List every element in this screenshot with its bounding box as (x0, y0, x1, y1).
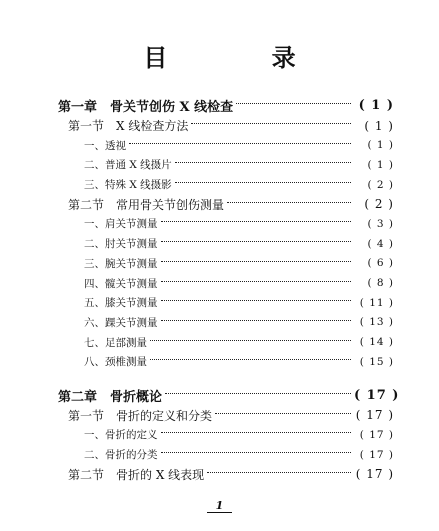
dot-leader (215, 413, 351, 414)
toc-section[interactable] (58, 405, 394, 425)
toc-page-ref: ( 8 ) (367, 277, 394, 290)
toc-page-ref: ( 17 ) (354, 387, 400, 403)
toc-item-title: 二、普通 X 线摄片 (84, 159, 172, 172)
toc-item-title: 一、透视 (84, 139, 126, 152)
dot-leader (150, 359, 351, 360)
page-title: 目 录 (143, 44, 344, 72)
dot-leader (150, 340, 351, 341)
toc-page-ref: ( 6 ) (367, 257, 394, 270)
toc-item[interactable] (58, 352, 394, 372)
dot-leader (227, 202, 351, 203)
toc-item[interactable] (58, 273, 394, 293)
toc-item-title: 一、肩关节测量 (84, 218, 158, 231)
toc-section[interactable] (58, 116, 394, 136)
toc-page-ref: ( 11 ) (359, 296, 394, 309)
toc-item-title: 五、膝关节测量 (84, 297, 158, 310)
dot-leader (175, 182, 351, 183)
toc-page-ref: ( 4 ) (367, 237, 394, 250)
toc-chapter[interactable] (58, 96, 394, 116)
dot-leader (129, 143, 351, 144)
toc-item-title: 八、颈椎测量 (84, 356, 147, 369)
toc-page-ref: ( 17 ) (359, 448, 394, 461)
toc-page-ref: ( 1 ) (358, 98, 394, 114)
toc-item[interactable] (58, 234, 394, 254)
toc-item[interactable] (58, 155, 394, 175)
toc-item-title: 六、踝关节测量 (84, 316, 158, 329)
dot-leader (161, 241, 352, 242)
page-number (0, 499, 439, 513)
toc-page-ref: ( 1 ) (367, 139, 394, 152)
toc-section[interactable] (58, 464, 394, 484)
toc-chapter[interactable] (58, 386, 400, 406)
toc-item[interactable] (58, 135, 394, 155)
toc-section-title: 第一节 骨折的定义和分类 (68, 408, 213, 423)
chapter-gap (58, 372, 394, 386)
dot-leader (165, 393, 351, 394)
dot-leader (236, 103, 351, 104)
toc-chapter-title: 第二章 骨折概论 (58, 389, 163, 405)
dot-leader (161, 281, 352, 282)
page-number-text: 1 (207, 500, 233, 513)
toc-item[interactable] (58, 445, 394, 465)
table-of-contents (58, 96, 400, 484)
toc-page-ref: ( 13 ) (359, 316, 394, 329)
dot-leader (175, 162, 351, 163)
toc-item-title: 四、髋关节测量 (84, 277, 158, 290)
toc-page-ref: ( 3 ) (367, 217, 394, 230)
toc-item[interactable] (58, 425, 394, 445)
toc-section-title: 第二节 常用骨关节创伤测量 (68, 197, 225, 212)
toc-item[interactable] (58, 293, 394, 313)
dot-leader (161, 261, 352, 262)
toc-page-ref: ( 15 ) (359, 355, 394, 368)
dot-leader (207, 472, 351, 473)
toc-section-title: 第二节 骨折的 X 线表现 (68, 467, 205, 482)
toc-item[interactable] (58, 332, 394, 352)
dot-leader (161, 221, 352, 222)
dot-leader (161, 320, 352, 321)
toc-item-title: 一、骨折的定义 (84, 429, 158, 442)
toc-page-ref: ( 1 ) (364, 118, 394, 133)
dot-leader (161, 452, 352, 453)
toc-section-title: 第一节 X 线检查方法 (68, 119, 189, 134)
toc-item[interactable] (58, 214, 394, 234)
toc-page-ref: ( 14 ) (359, 336, 394, 349)
toc-chapter-title: 第一章 骨关节创伤 X 线检查 (58, 100, 234, 116)
toc-page-ref: ( 2 ) (364, 197, 394, 212)
toc-item-title: 三、腕关节测量 (84, 257, 158, 270)
dot-leader (191, 123, 351, 124)
toc-item-title: 二、骨折的分类 (84, 449, 158, 462)
dot-leader (161, 300, 352, 301)
toc-page-ref: ( 1 ) (367, 158, 394, 171)
toc-page-ref: ( 17 ) (359, 428, 394, 441)
dot-leader (161, 432, 352, 433)
toc-item[interactable] (58, 313, 394, 333)
toc-item-title: 三、特殊 X 线摄影 (84, 179, 172, 192)
toc-page-ref: ( 2 ) (367, 178, 394, 191)
toc-page-ref: ( 17 ) (355, 467, 394, 482)
toc-item-title: 七、足部测量 (84, 336, 147, 349)
toc-page-ref: ( 17 ) (355, 408, 394, 423)
toc-item[interactable] (58, 175, 394, 195)
toc-item[interactable] (58, 254, 394, 274)
toc-section[interactable] (58, 194, 394, 214)
toc-item-title: 二、肘关节测量 (84, 238, 158, 251)
